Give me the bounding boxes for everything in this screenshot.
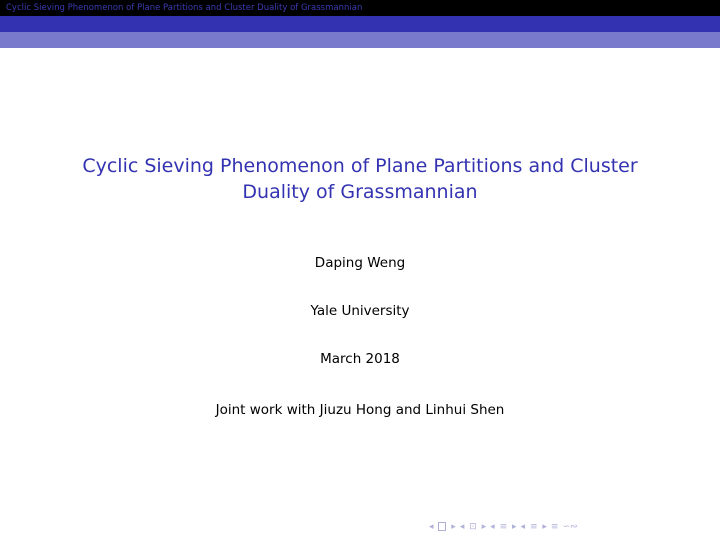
frame-nav [428, 520, 457, 534]
search-icon[interactable]: ∽∾ [562, 522, 578, 532]
nav-right-arrow-icon[interactable]: ▸ [512, 522, 517, 532]
search-nav [561, 520, 578, 534]
align-nav [550, 520, 560, 534]
headline-bar [0, 0, 720, 16]
navigation-bar [427, 520, 580, 534]
nav-subsection-icon[interactable]: ⊡ [469, 522, 477, 532]
collaboration-note: Joint work with Jiuzu Hong and Linhui Shen [215, 402, 505, 418]
nav-frame-icon[interactable] [438, 522, 446, 531]
nav-align-icon[interactable]: ≡ [550, 522, 559, 532]
headline-short-title[interactable]: Cyclic Sieving Phenomenon of Plane Partitions and Cluster Duality of Grassmannian [6, 3, 363, 13]
nav-left-arrow-icon[interactable]: ◂ [429, 522, 434, 532]
header-band-bottom [0, 32, 720, 48]
nav-section-icon[interactable]: ≡ [499, 522, 508, 532]
presentation-date: March 2018 [320, 351, 400, 367]
nav-right-arrow-icon[interactable]: ▸ [481, 522, 487, 532]
presentation-title: Cyclic Sieving Phenomenon of Plane Partitions and Cluster Duality of Grassmannian [82, 155, 638, 203]
nav-section-icon[interactable]: ≡ [529, 522, 538, 532]
section-nav-2 [520, 520, 548, 534]
author-name: Daping Weng [314, 255, 406, 271]
header-band-top [0, 16, 720, 32]
nav-left-arrow-icon[interactable]: ◂ [490, 522, 495, 532]
institute-name: Yale University [310, 303, 410, 319]
nav-left-arrow-icon[interactable]: ◂ [459, 522, 465, 532]
nav-right-arrow-icon[interactable]: ▸ [451, 522, 456, 532]
nav-right-arrow-icon[interactable]: ▸ [542, 522, 547, 532]
section-nav [489, 520, 517, 534]
nav-left-arrow-icon[interactable]: ◂ [520, 522, 526, 532]
subsection-nav [459, 520, 487, 534]
